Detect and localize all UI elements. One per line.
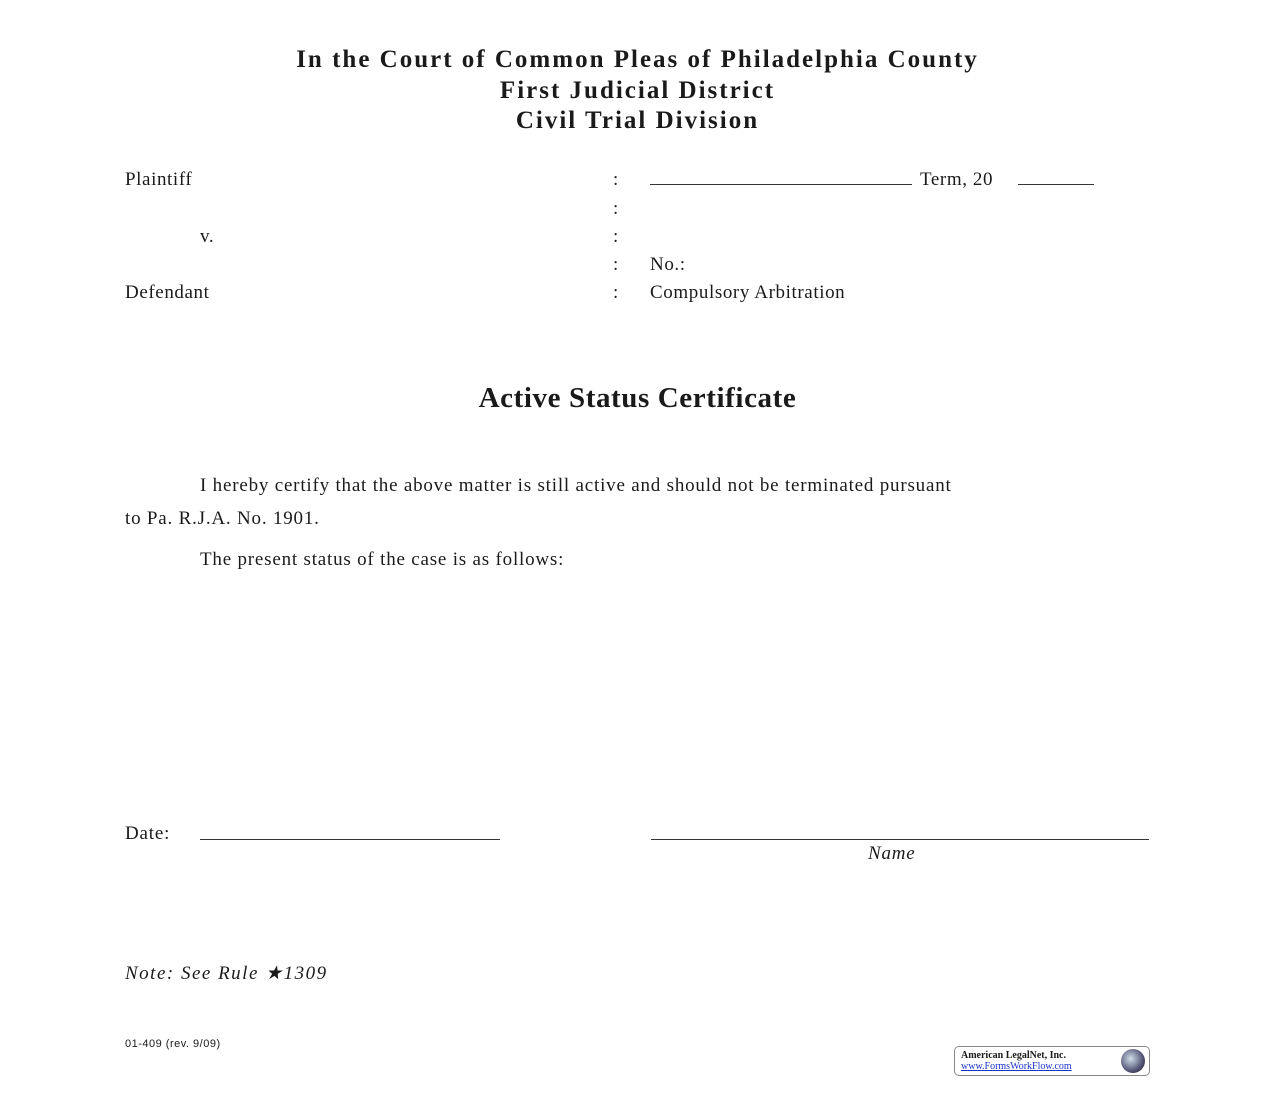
term-label: Term, 20: [920, 169, 994, 190]
certification-text-line2: to Pa. R.J.A. No. 1901.: [125, 508, 320, 529]
colon: :: [613, 254, 619, 275]
logo-url-link[interactable]: www.FormsWorkFlow.com: [961, 1061, 1072, 1072]
certification-text-line1: I hereby certify that the above matter is still active and should not be terminated pursuant: [200, 475, 952, 496]
term-year-line[interactable]: [1018, 184, 1094, 185]
district-heading: First Judicial District: [499, 77, 776, 104]
case-number-label: No.:: [650, 254, 686, 275]
term-field-line[interactable]: [650, 184, 912, 185]
rule-note: Note: See Rule ★1309: [125, 963, 328, 984]
globe-icon: [1121, 1049, 1145, 1073]
plaintiff-label: Plaintiff: [125, 169, 193, 190]
court-heading: In the Court of Common Pleas of Philadelphia County: [296, 46, 979, 73]
name-signature-line[interactable]: [651, 839, 1149, 840]
form-number: 01-409 (rev. 9/09): [125, 1038, 221, 1050]
division-heading: Civil Trial Division: [515, 107, 760, 134]
colon: :: [613, 282, 619, 303]
date-field-line[interactable]: [200, 839, 500, 840]
date-label: Date:: [125, 823, 171, 844]
defendant-label: Defendant: [125, 282, 210, 303]
colon: :: [613, 226, 619, 247]
versus-label: v.: [200, 226, 215, 247]
program-label: Compulsory Arbitration: [650, 282, 846, 303]
name-label: Name: [868, 843, 916, 864]
american-legalnet-logo[interactable]: [954, 1046, 1150, 1076]
document-title: Active Status Certificate: [478, 382, 797, 414]
logo-company: American LegalNet, Inc.: [961, 1050, 1066, 1061]
status-intro-text: The present status of the case is as follows:: [200, 549, 565, 570]
colon: :: [613, 198, 619, 219]
colon: :: [613, 169, 619, 190]
